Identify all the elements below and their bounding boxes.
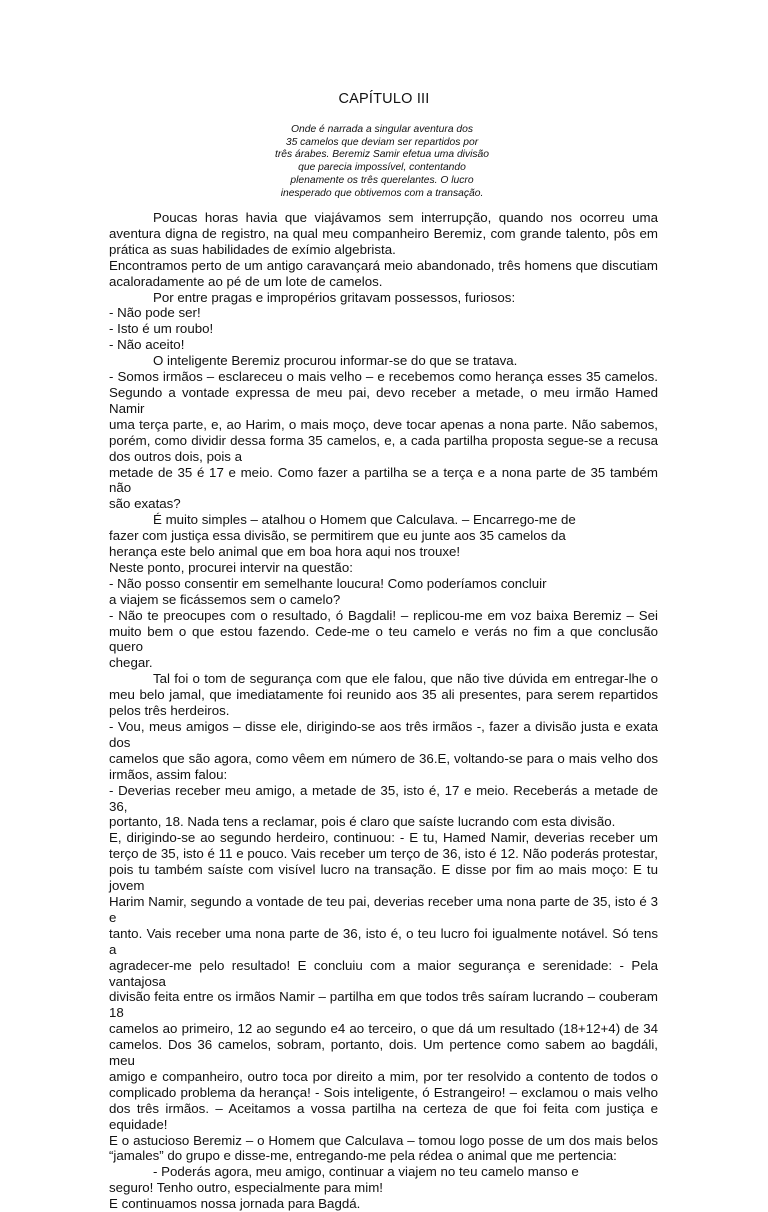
epigraph-line: plenamente os três querelantes. O lucro bbox=[290, 174, 474, 186]
body-line: portanto, 18. Nada tens a reclamar, pois é claro que saíste lucrando com esta divisão. bbox=[109, 814, 616, 830]
body-line: amigo e companheiro, outro toca por direito a mim, por ter resolvido a contento de todos o bbox=[109, 1068, 658, 1084]
body-line: tanto. Vais receber uma nona parte de 36, isto é, o teu lucro foi igualmente notável. Só tens a bbox=[109, 925, 658, 957]
body-line: - Vou, meus amigos – disse ele, dirigindo-se aos três irmãos -, fazer a divisão justa e exata dos bbox=[109, 719, 658, 750]
epigraph-line: 35 camelos que deviam ser repartidos por bbox=[285, 136, 479, 148]
body-line: - Somos irmãos – esclareceu o mais velho – e recebemos como herança esses 35 camelos. bbox=[109, 369, 658, 385]
body-line: prática as suas habilidades de exímio algebrista. bbox=[109, 241, 396, 257]
body-line: irmãos, assim falou: bbox=[109, 766, 228, 782]
body-line: divisão feita entre os irmãos Namir – partilha em que todos três saíram lucrando – couberam 18 bbox=[109, 989, 658, 1021]
body-line: - Deverias receber meu amigo, a metade de 35, isto é, 17 e meio. Receberás a metade de 36, bbox=[109, 782, 658, 814]
body-line: camelos. Dos 36 camelos, sobram, portanto, dois. Um pertence como sabem ao bagdáli, meu bbox=[109, 1037, 658, 1069]
body-line: dos outros dois, pois a bbox=[109, 448, 243, 464]
body-line: Neste ponto, procurei intervir na questão: bbox=[109, 559, 353, 575]
body-line: - Não posso consentir em semelhante loucura! Como poderíamos concluir bbox=[109, 575, 547, 591]
body-line: - Não te preocupes com o resultado, ó Bagdali! – replicou-me em voz baixa Beremiz – Sei bbox=[109, 607, 658, 623]
body-line: muito bem o que estou fazendo. Cede-me o teu camelo e verás no fim a que conclusão quero bbox=[109, 623, 658, 655]
body-line: - Poderás agora, meu amigo, continuar a viajem no teu camelo manso e bbox=[153, 1164, 579, 1180]
body-line: terço de 35, isto é 11 e pouco. Vais receber um terço de 36, isto é 12. Não poderás protestar, bbox=[109, 846, 658, 862]
body-line: camelos ao primeiro, 12 ao segundo e4 ao terceiro, o que dá um resultado (18+12+4) de 34 bbox=[109, 1021, 658, 1037]
body-line: uma terça parte, e, ao Harim, o mais moço, deve tocar apenas a nona parte. Não sabemos, bbox=[109, 416, 658, 432]
body-line: aventura digna de registro, na qual meu companheiro Beremiz, com grande talento, pôs em bbox=[109, 225, 658, 241]
body-line: acaloradamente ao pé de um lote de camelos. bbox=[109, 273, 383, 289]
body-line: metade de 35 é 17 e meio. Como fazer a partilha se a terça e a nona parte de 35 também não bbox=[109, 464, 658, 496]
body-line: - Não pode ser! bbox=[109, 305, 201, 321]
body-line: são exatas? bbox=[109, 496, 181, 512]
body-line: fazer com justiça essa divisão, se permitirem que eu junte aos 35 camelos da bbox=[109, 528, 566, 544]
body-line: Segundo a vontade expressa de meu pai, devo receber a metade, o meu irmão Hamed Namir bbox=[109, 384, 658, 416]
body-line: O inteligente Beremiz procurou informar-se do que se tratava. bbox=[153, 353, 518, 369]
body-line: Tal foi o tom de segurança com que ele falou, que não tive dúvida em entregar-lhe o bbox=[153, 671, 658, 687]
body-line: Por entre pragas e impropérios gritavam possessos, furiosos: bbox=[153, 289, 516, 305]
body-line: “jamales” do grupo e disse-me, entregando-me pela rédea o animal que me pertencia: bbox=[109, 1148, 617, 1164]
chapter-body bbox=[109, 210, 658, 1212]
body-line: a viajem se ficássemos sem o camelo? bbox=[109, 591, 341, 607]
body-line: Encontramos perto de um antigo caravançará meio abandonado, três homens que discutiam bbox=[109, 257, 658, 273]
body-line: agradecer-me pelo resultado! E concluiu com a maior segurança e serenidade: - Pela vantajosa bbox=[109, 957, 658, 989]
body-line: camelos que são agora, como vêem em número de 36.E, voltando-se para o mais velho dos bbox=[109, 750, 658, 766]
body-line: complicado problema da herança! - Sois inteligente, ó Estrangeiro! – exclamou o mais velho bbox=[109, 1084, 658, 1100]
body-line: seguro! Tenho outro, especialmente para mim! bbox=[109, 1180, 383, 1196]
body-line: E, dirigindo-se ao segundo herdeiro, continuou: - E tu, Hamed Namir, deverias receber um bbox=[109, 830, 658, 846]
body-line: - Isto é um roubo! bbox=[109, 321, 214, 337]
body-line: equidade! bbox=[109, 1116, 168, 1132]
body-line: pois tu também saíste com visível lucro na transação. E disse por fim ao mais moço: E tu jovem bbox=[109, 862, 658, 894]
body-line: dos três irmãos. – Aceitamos a vossa partilha na certeza de que foi feita com justiça e bbox=[109, 1100, 658, 1116]
chapter-epigraph bbox=[264, 124, 500, 200]
epigraph-line: três árabes. Beremiz Samir efetua uma divisão bbox=[274, 149, 490, 161]
body-line: E continuamos nossa jornada para Bagdá. bbox=[109, 1196, 361, 1212]
body-line: Harim Namir, segundo a vontade de teu pai, deverias receber uma nona parte de 35, isto é 3 e bbox=[109, 893, 658, 925]
body-line: - Não aceito! bbox=[109, 337, 185, 353]
body-line: porém, como dividir dessa forma 35 camelos, e, a cada partilha proposta segue-se a recusa bbox=[109, 432, 658, 448]
epigraph-line: inesperado que obtivemos com a transação. bbox=[280, 187, 484, 199]
epigraph-line: que parecia impossível, contentando bbox=[298, 162, 466, 174]
body-line: pelos três herdeiros. bbox=[109, 703, 230, 719]
body-line: É muito simples – atalhou o Homem que Calculava. – Encarrego-me de bbox=[153, 512, 576, 528]
body-line: herança este belo animal que em boa hora aqui nos trouxe! bbox=[109, 544, 461, 560]
body-line: E o astucioso Beremiz – o Homem que Calculava – tomou logo posse de um dos mais belos bbox=[109, 1132, 658, 1148]
epigraph-line: Onde é narrada a singular aventura dos bbox=[290, 124, 474, 135]
body-line: chegar. bbox=[109, 655, 153, 671]
body-line: meu belo jamal, que imediatamente foi reunido aos 35 ali presentes, para serem repartidos bbox=[109, 687, 658, 703]
chapter-title: CAPÍTULO III bbox=[338, 91, 430, 107]
body-line: Poucas horas havia que viajávamos sem interrupção, quando nos ocorreu uma bbox=[153, 210, 658, 225]
